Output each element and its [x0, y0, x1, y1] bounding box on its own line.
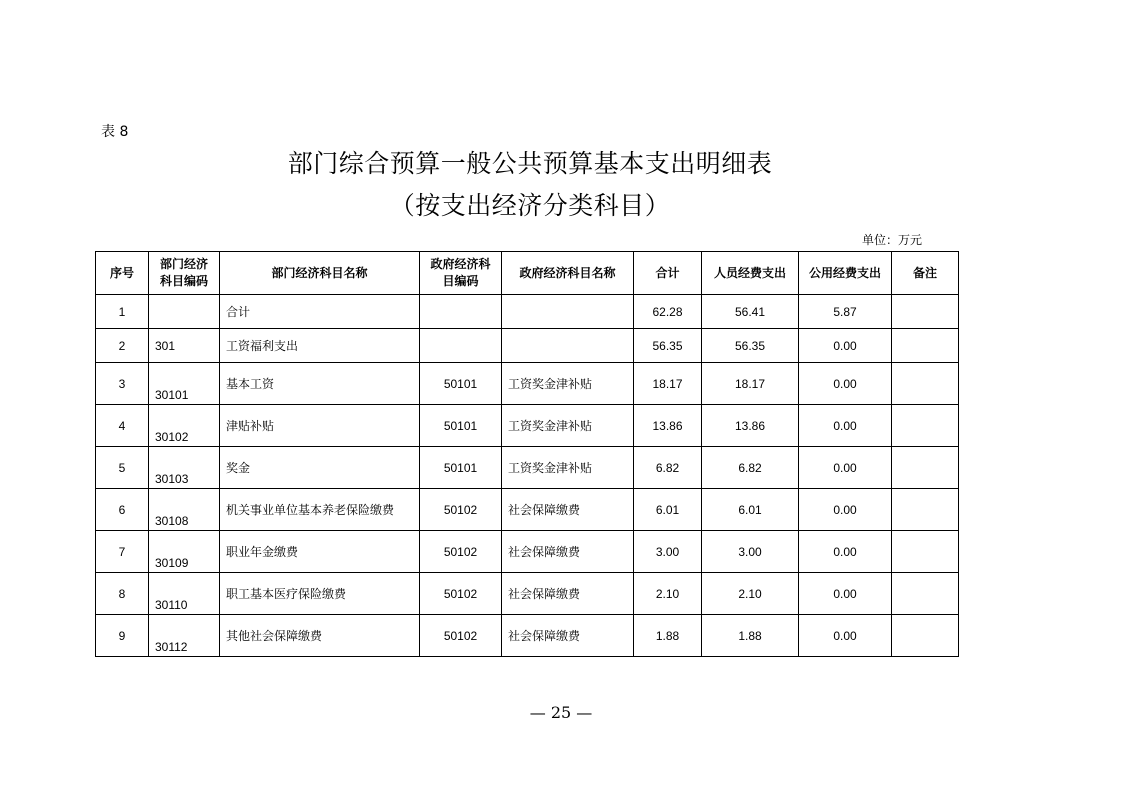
- cell-remark: [892, 489, 959, 531]
- header-seq: 序号: [96, 252, 149, 295]
- cell-remark: [892, 363, 959, 405]
- cell-dept-code: 30102: [149, 405, 220, 447]
- cell-gov-name: 社会保障缴费: [502, 489, 634, 531]
- cell-personnel: 6.82: [702, 447, 799, 489]
- cell-personnel: 3.00: [702, 531, 799, 573]
- cell-public: 0.00: [799, 615, 892, 657]
- cell-dept-name: 津贴补贴: [220, 405, 420, 447]
- unit-label: 单位：万元: [862, 233, 923, 247]
- cell-public: 0.00: [799, 447, 892, 489]
- cell-personnel: 6.01: [702, 489, 799, 531]
- cell-dept-name: 其他社会保障缴费: [220, 615, 420, 657]
- cell-public: 0.00: [799, 489, 892, 531]
- cell-remark: [892, 295, 959, 329]
- cell-dept-name: 职工基本医疗保险缴费: [220, 573, 420, 615]
- table-row: [96, 329, 959, 363]
- cell-total: 18.17: [634, 363, 702, 405]
- cell-public: 0.00: [799, 363, 892, 405]
- cell-remark: [892, 573, 959, 615]
- header-dept-name: 部门经济科目名称: [220, 252, 420, 295]
- cell-remark: [892, 615, 959, 657]
- cell-dept-code: 30109: [149, 531, 220, 573]
- cell-gov-name: 工资奖金津补贴: [502, 363, 634, 405]
- cell-dept-code: 301: [149, 329, 220, 363]
- cell-dept-name: 工资福利支出: [220, 329, 420, 363]
- cell-public: 0.00: [799, 531, 892, 573]
- page-subtitle: （按支出经济分类科目）: [389, 191, 671, 220]
- cell-seq: 9: [96, 615, 149, 657]
- table-header-row: [96, 252, 959, 295]
- table-label: 表 8: [101, 124, 129, 140]
- cell-gov-code: 50102: [420, 489, 502, 531]
- cell-dept-code: 30110: [149, 573, 220, 615]
- cell-total: 6.82: [634, 447, 702, 489]
- cell-remark: [892, 329, 959, 363]
- cell-gov-name: 社会保障缴费: [502, 531, 634, 573]
- cell-dept-name: 奖金: [220, 447, 420, 489]
- table-row: [96, 615, 959, 657]
- cell-gov-code: 50101: [420, 405, 502, 447]
- cell-gov-code: [420, 295, 502, 329]
- cell-dept-name: 职业年金缴费: [220, 531, 420, 573]
- page-title: 部门综合预算一般公共预算基本支出明细表: [287, 149, 773, 178]
- cell-seq: 2: [96, 329, 149, 363]
- header-gov-code: 政府经济科目编码: [420, 252, 502, 295]
- header-public: 公用经费支出: [799, 252, 892, 295]
- cell-seq: 3: [96, 363, 149, 405]
- cell-gov-code: 50101: [420, 447, 502, 489]
- cell-dept-name: 合计: [220, 295, 420, 329]
- cell-personnel: 56.35: [702, 329, 799, 363]
- cell-personnel: 18.17: [702, 363, 799, 405]
- header-personnel: 人员经费支出: [702, 252, 799, 295]
- cell-seq: 1: [96, 295, 149, 329]
- cell-gov-code: 50102: [420, 615, 502, 657]
- cell-public: 0.00: [799, 573, 892, 615]
- cell-total: 62.28: [634, 295, 702, 329]
- cell-gov-code: 50102: [420, 531, 502, 573]
- cell-dept-code: 30108: [149, 489, 220, 531]
- cell-gov-code: [420, 329, 502, 363]
- cell-personnel: 1.88: [702, 615, 799, 657]
- cell-dept-name: 基本工资: [220, 363, 420, 405]
- header-gov-name: 政府经济科目名称: [502, 252, 634, 295]
- cell-gov-code: 50102: [420, 573, 502, 615]
- table-row: [96, 405, 959, 447]
- cell-gov-name: 工资奖金津补贴: [502, 447, 634, 489]
- cell-total: 3.00: [634, 531, 702, 573]
- table-row: [96, 489, 959, 531]
- table-row: [96, 363, 959, 405]
- cell-gov-code: 50101: [420, 363, 502, 405]
- cell-total: 2.10: [634, 573, 702, 615]
- cell-seq: 6: [96, 489, 149, 531]
- cell-gov-name: [502, 329, 634, 363]
- cell-personnel: 13.86: [702, 405, 799, 447]
- budget-table: [95, 251, 959, 657]
- table-row: [96, 447, 959, 489]
- cell-dept-code: 30101: [149, 363, 220, 405]
- cell-seq: 8: [96, 573, 149, 615]
- cell-gov-name: 社会保障缴费: [502, 573, 634, 615]
- cell-dept-code: 30112: [149, 615, 220, 657]
- cell-total: 1.88: [634, 615, 702, 657]
- cell-dept-name: 机关事业单位基本养老保险缴费: [220, 489, 420, 531]
- header-total: 合计: [634, 252, 702, 295]
- cell-gov-name: 社会保障缴费: [502, 615, 634, 657]
- cell-gov-name: [502, 295, 634, 329]
- cell-dept-code: [149, 295, 220, 329]
- cell-personnel: 2.10: [702, 573, 799, 615]
- header-dept-code: 部门经济科目编码: [149, 252, 220, 295]
- table-row: [96, 295, 959, 329]
- header-remark: 备注: [892, 252, 959, 295]
- cell-seq: 7: [96, 531, 149, 573]
- cell-seq: 4: [96, 405, 149, 447]
- cell-total: 6.01: [634, 489, 702, 531]
- cell-remark: [892, 405, 959, 447]
- cell-remark: [892, 531, 959, 573]
- table-row: [96, 573, 959, 615]
- cell-dept-code: 30103: [149, 447, 220, 489]
- cell-total: 13.86: [634, 405, 702, 447]
- table-row: [96, 531, 959, 573]
- cell-remark: [892, 447, 959, 489]
- cell-public: 0.00: [799, 405, 892, 447]
- cell-public: 0.00: [799, 329, 892, 363]
- cell-public: 5.87: [799, 295, 892, 329]
- cell-total: 56.35: [634, 329, 702, 363]
- page-number: — 25 —: [529, 703, 593, 722]
- cell-personnel: 56.41: [702, 295, 799, 329]
- cell-seq: 5: [96, 447, 149, 489]
- cell-gov-name: 工资奖金津补贴: [502, 405, 634, 447]
